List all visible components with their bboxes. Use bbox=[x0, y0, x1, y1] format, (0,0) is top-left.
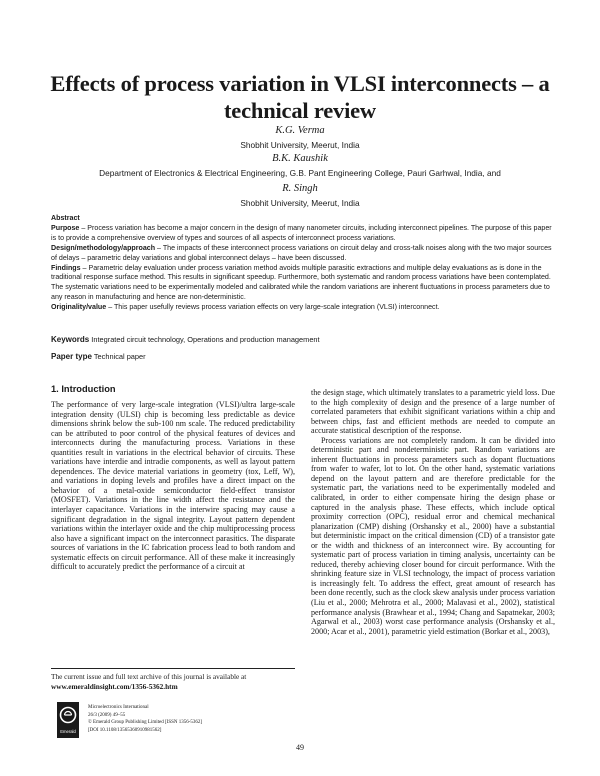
originality-text: – This paper usefully reviews process variation effects on very large-scale integration (VLSI) interconnect. bbox=[108, 303, 440, 312]
body-paragraph: Process variations are not completely random. It can be divided into deterministic part and nondeterministic part. Random variations are inherent fluctuations in process parameters such as dopant fluctuations from wafer to wafer, lot to lot. On the other hand, systematic variations depend on the layout pattern and are therefore predictable for the systematic part, the variations need to be experimentally modeled and calibrated, in order to either compensate hiring the design phase or captured in the analysis phase. These effects, which include optical proximity correction (OPC), residual error and chemical mechanical planarization (CMP) dishing (Orshansky et al., 2000) have a substantial but deterministic impact on the critical dimension (CD) of a transistor gate or the width and thickness of an interconnect wire. By accounting for systematic part of process variation in timing analysis, uncertainty can be reduced, thereby achieving closer bound for circuit performance. With the shrinking feature size in VLSI technology, the impact of process variation is increasingly felt. To address the effect, great amount of research has been done recently, such as the clock skew analysis under process variation (Liu et al., 2000; Mehrotra et al., 2000; Malavasi et al., 2002), statistical performance analysis (Brawhear et al., 1994; Chang and Sapatnekar, 2003; Agarwal et al., 2003) worst case performance analysis (Orshansky et al., 2000; Acar et al., 2001), parametric yield estimation (Borkar et al., 2003), bbox=[311, 435, 556, 636]
keywords-label: Keywords bbox=[51, 335, 90, 344]
paper-type bbox=[51, 352, 556, 361]
design-text: – The impacts of these interconnect process variations on circuit delay and cross-talk noises along with the two major sources of delays – parametric delay variations and global interconnect delays – have been discussed. bbox=[51, 243, 552, 262]
journal-line: 26/3 (2009) 49–55 bbox=[88, 712, 126, 718]
abstract-purpose bbox=[51, 224, 556, 244]
body-paragraph: The performance of very large-scale integration (VLSI)/ultra large-scale integration density (ULSI) chip is becoming less predictable as device dimensions shrink below the sub-100 nm scale. The reduced predictability can be attributed to poor control of the physical features of devices and interconnects during the manufacturing process. Variations in these quantities result in variations in the electrical behavior of circuits. These variations have interdie and intradie components, as well as layout pattern dependences. The device material variations in geometry (tox, Leff, W), and variations in doping levels and profiles have a direct impact on the behavior of a metal-oxide semiconductor field-effect transistor (MOSFET). Variations in the line width affect the resistance and the interlayer capacitance. Variations in the interwire spacing may cause a significant degradation in the signal integrity. Layout pattern dependent variations within the interlayer oxide and the chip multiprocessing process also have a significant impact on the interconnect parasitics. The disparate sources of variations in the IC fabrication process lead to both random and systematic effects on circuit performance. All of these make it increasingly difficult to accurately predict the performance of a circuit at bbox=[51, 400, 295, 572]
page-number: 49 bbox=[296, 743, 304, 752]
originality-label: Originality/value bbox=[51, 303, 107, 312]
paper-type-label: Paper type bbox=[51, 352, 92, 361]
keywords-text: Integrated circuit technology, Operations and production management bbox=[91, 335, 320, 344]
left-column bbox=[51, 400, 295, 572]
section-heading: 1. Introduction bbox=[51, 384, 116, 394]
purpose-text: – Process variation has become a major concern in the design of many nanometer circuits, including interconnect pipelines. The purpose of this paper is to provide a comprehensive overview of types and sources of all aspects of interconnect process variations. bbox=[51, 223, 552, 242]
paper-type-text: Technical paper bbox=[93, 352, 146, 361]
author-affiliation: Shobhit University, Meerut, India bbox=[240, 140, 360, 150]
abstract-heading: Abstract bbox=[51, 214, 80, 222]
paper-title: Effects of process variation in VLSI interconnects – a technical review bbox=[50, 71, 550, 123]
author-name: K.G. Verma bbox=[275, 125, 325, 136]
author-affiliation: Department of Electronics & Electrical Engineering, G.B. Pant Engineering College, Pauri Garhwal, India, and bbox=[99, 168, 501, 178]
archive-link[interactable]: www.emeraldinsight.com/1356-5362.htm bbox=[51, 682, 178, 691]
purpose-label: Purpose bbox=[51, 223, 80, 232]
author-affiliation: Shobhit University, Meerut, India bbox=[240, 198, 360, 208]
body-paragraph: the design stage, which ultimately translates to a parametric yield loss. Due to the high complexity of design and the presence of a large number of correlated parameters that exhibit significant variations within a chip and between chips, fast and efficient methods are needed to compute an accurate statistical description of the response. bbox=[311, 388, 555, 436]
archive-note bbox=[51, 672, 295, 692]
emerald-logo-icon bbox=[57, 702, 79, 738]
right-column bbox=[311, 388, 555, 636]
findings-label: Findings bbox=[51, 263, 81, 272]
author-name: R. Singh bbox=[282, 183, 318, 194]
keywords bbox=[51, 335, 556, 344]
journal-line: © Emerald Group Publishing Limited [ISSN 1356-5362] bbox=[88, 720, 203, 725]
abstract bbox=[51, 214, 556, 313]
journal-info bbox=[88, 704, 202, 734]
abstract-design bbox=[51, 244, 556, 264]
journal-line: [DOI 10.1108/13565360910981562] bbox=[88, 727, 162, 733]
abstract-findings bbox=[51, 264, 556, 304]
design-label: Design/methodology/approach bbox=[51, 243, 156, 252]
abstract-originality bbox=[51, 303, 556, 313]
findings-text: – Parametric delay evaluation under process variation method avoids multiple parasitic extractions and multiple delay evaluations as is done in the traditional response surface method. This results in significant speedup. Furthermore, both systematic and random process variations have been contemplated. The systematic variations need to be experimentally modeled and calibrated while the random variations are inherent fluctuations in process parameters due to any reason in manufacturing and hence are non-deterministic. bbox=[51, 263, 551, 302]
author-name: B.K. Kaushik bbox=[272, 153, 328, 164]
journal-line: Microelectronics International bbox=[88, 705, 149, 710]
logo-wordmark: Emerald bbox=[60, 729, 76, 734]
archive-text: The current issue and full text archive of this journal is available at bbox=[51, 672, 247, 681]
footer-divider bbox=[51, 668, 295, 669]
